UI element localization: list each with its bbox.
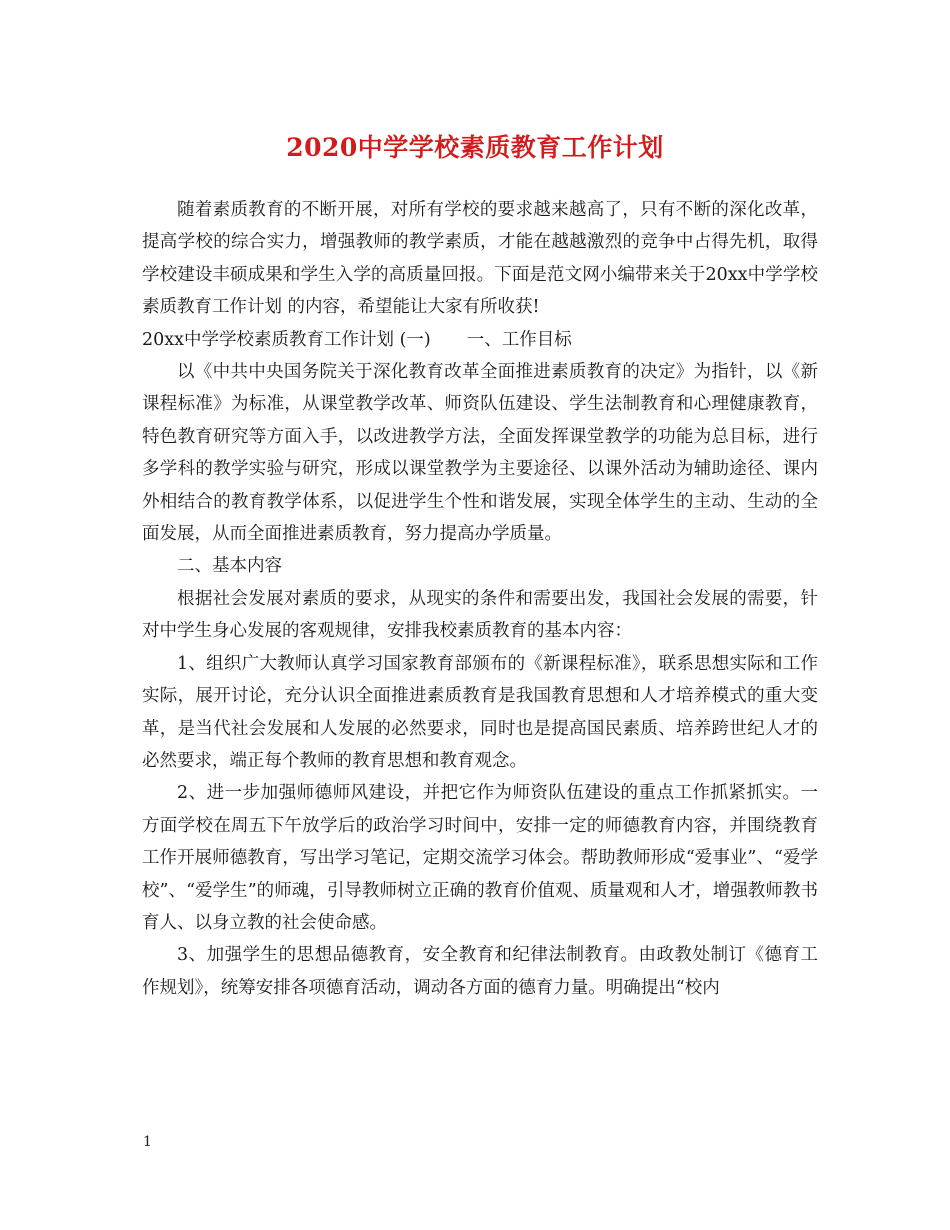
document-title: 2020中学学校素质教育工作计划 bbox=[286, 133, 664, 162]
section-heading-line bbox=[142, 324, 818, 356]
goals-paragraph: 以《中共中央国务院关于深化教育改革全面推进素质教育的决定》为指针，以《新课程标准》为标准，从课堂教学改革、师资队伍建设、学生法制教育和心理健康教育，特色教育研究等方面入手，以改进教学方法，全面发挥课堂教学的功能为总目标，进行多学科的教学实验与研究，形成以课堂教学为主要途径、以课外活动为辅助途径、课内外相结合的教育教学体系，以促进学生个性和谐发展，实现全体学生的主动、生动的全面发展，从而全面推进素质教育，努力提高办学质量。 bbox=[142, 362, 818, 545]
page-number: 1 bbox=[143, 1134, 152, 1150]
item-2-paragraph: 2、进一步加强师德师风建设，并把它作为师资队伍建设的重点工作抓紧抓实。一方面学校在周五下午放学后的政治学习时间中，安排一定的师德教育内容，并围绕教育工作开展师德教育，写出学习笔记，定期交流学习体会。帮助教师形成“爱事业”、“爱学校”、“爱学生”的师魂，引导教师树立正确的教育价值观、质量观和人才，增强教师教书育人、以身立教的社会使命感。 bbox=[142, 783, 818, 933]
document-body bbox=[142, 194, 818, 1004]
intro-paragraph: 随着素质教育的不断开展，对所有学校的要求越来越高了，只有不断的深化改革，提高学校的综合实力，增强教师的教学素质，才能在越越激烈的竞争中占得先机，取得学校建设丰硕成果和学生入学的高质量回报。下面是范文网小编带来关于20xx中学学校素质教育工作计划 的内容，希望能让大家有所收获! bbox=[142, 200, 818, 318]
heading-work-goals: 一、工作目标 bbox=[466, 329, 572, 350]
basic-content-paragraph: 根据社会发展对素质的要求，从现实的条件和需要出发，我国社会发展的需要，针对中学生身心发展的客观规律，安排我校素质教育的基本内容： bbox=[142, 588, 818, 642]
item-3-paragraph: 3、加强学生的思想品德教育，安全教育和纪律法制教育。由政教处制订《德育工作规划》，统筹安排各项德育活动，调动各方面的德育力量。明确提出“校内 bbox=[142, 945, 818, 998]
plan-subtitle: 20xx中学学校素质教育工作计划 (一) bbox=[142, 329, 431, 350]
item-1-paragraph: 1、组织广大教师认真学习国家教育部颁布的《新课程标准》，联系思想实际和工作实际，展开讨论，充分认识全面推进素质教育是我国教育思想和人才培养模式的重大变革，是当代社会发展和人发展的必然要求，同时也是提高国民素质、培养跨世纪人才的必然要求，端正每个教师的教育思想和教育观念。 bbox=[142, 653, 818, 771]
heading-basic-content: 二、基本内容 bbox=[177, 556, 282, 577]
